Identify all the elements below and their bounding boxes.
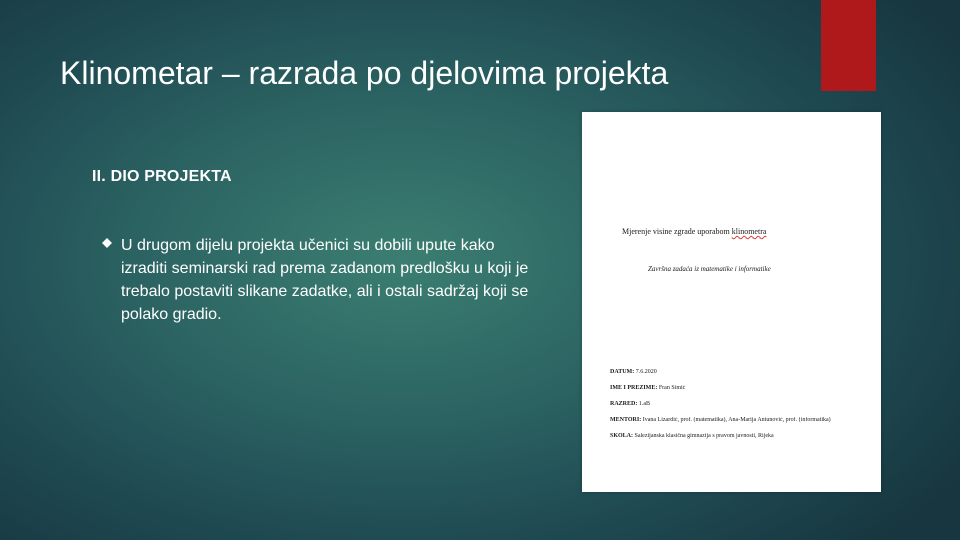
document-field-date: DATUM: 7.6.2020 [610,369,657,375]
slide-title: Klinometar – razrada po djelovima projekta [60,55,669,91]
document-title [622,227,862,236]
document-field-class: RAZRED: 1.aB [610,401,651,407]
document-field-mentors: MENTORI: Ivana Lizardić, prof. (matematika), Ana-Marija Antunović, prof. (informatika) [610,417,831,423]
document-title-text: Mjerenje visine zgrade uporabom [622,227,732,236]
diamond-bullet-icon [102,238,112,248]
section-heading: II. DIO PROJEKTA [92,168,232,185]
document-subtitle: Završna zadaća iz matematike i informatike [648,265,771,273]
accent-bar [821,0,876,91]
document-field-name: IME I PREZIME: Fran Šimić [610,385,686,391]
document-field-school: ŠKOLA: Salezijanska klasična gimnazija s pravom javnosti, Rijeka [610,433,774,439]
document-preview-image [582,112,881,492]
document-title-underlined: klinometra [731,227,767,236]
bullet-text: U drugom dijelu projekta učenici su dobili upute kako izraditi seminarski rad prema zadanom predlošku u koji je trebalo postaviti slikane zadatke, ali i ostali sadržaj koji se polako gradio. [121,237,529,323]
document-fields [610,369,872,449]
bullet-item [102,234,542,326]
